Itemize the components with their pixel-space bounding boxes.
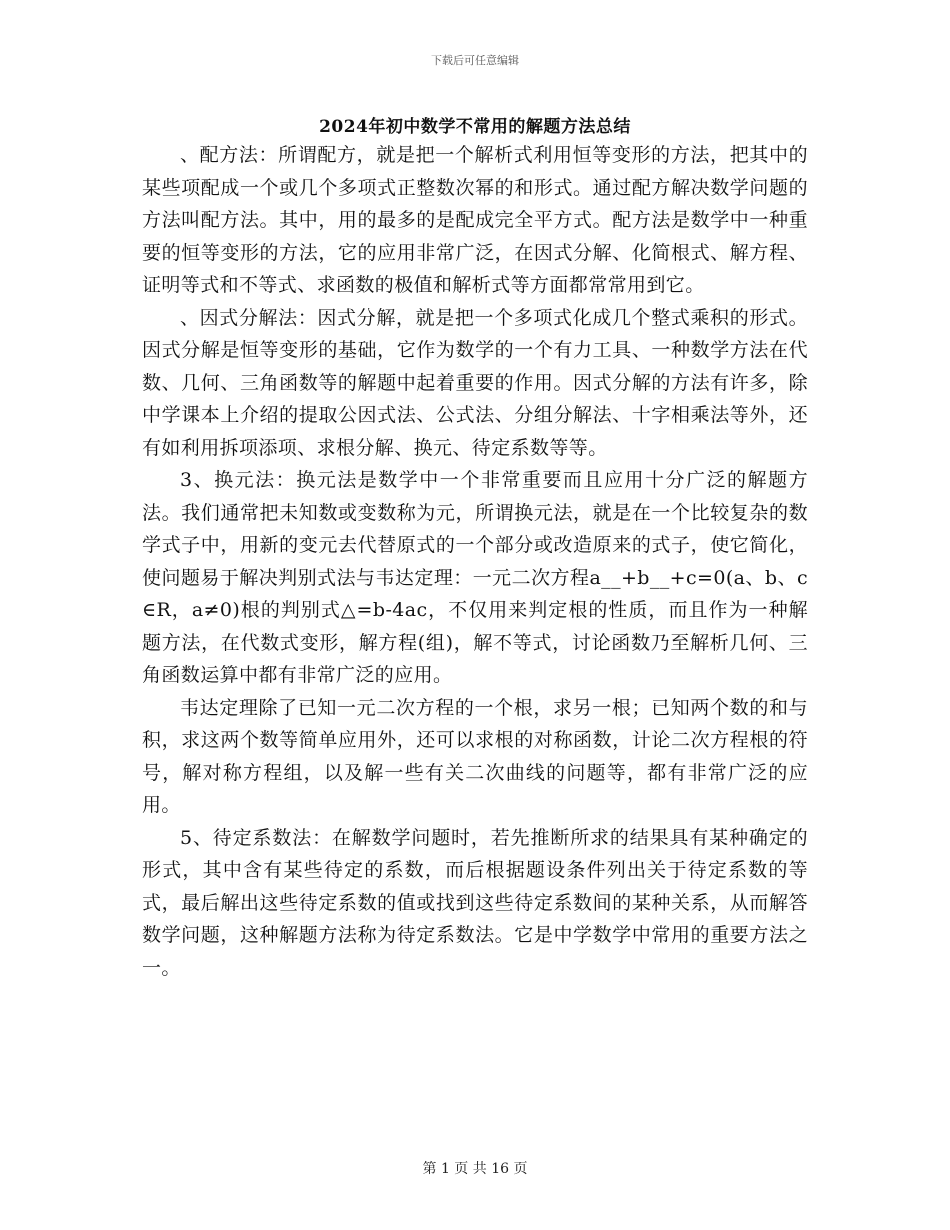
document-body (142, 139, 808, 984)
paragraph-vieta: 韦达定理除了已知一元二次方程的一个根，求另一根；已知两个数的和与积，求这两个数等简单应用外，还可以求根的对称函数，计论二次方程根的符号，解对称方程组，以及解一些有关二次曲线的问题等，都有非常广泛的应用。 (142, 696, 808, 816)
paragraph-undetermined-coefficients: 5、待定系数法：在解数学问题时，若先推断所求的结果具有某种确定的形式，其中含有某些待定的系数，而后根据题设条件列出关于待定系数的等式，最后解出这些待定系数的值或找到这些待定系数间的某种关系，从而解答数学问题，这种解题方法称为待定系数法。它是中学数学中常用的重要方法之一。 (142, 826, 808, 979)
document-title: 2024年初中数学不常用的解题方法总结 (319, 117, 631, 137)
paragraph-factorization: 、因式分解法：因式分解，就是把一个多项式化成几个整式乘积的形式。因式分解是恒等变形的基础，它作为数学的一个有力工具、一种数学方法在代数、几何、三角函数等的解题中起着重要的作用。因式分解的方法有许多，除中学课本上介绍的提取公因式法、公式法、分组分解法、十字相乘法等外，还有如利用拆项添项、求根分解、换元、待定系数等等。 (142, 306, 808, 459)
header-note: 下载后可任意编辑 (431, 54, 519, 67)
paragraph-completing-square: 、配方法：所谓配方，就是把一个解析式利用恒等变形的方法，把其中的某些项配成一个或几个多项式正整数次幂的和形式。通过配方解决数学问题的方法叫配方法。其中，用的最多的是配成完全平方式。配方法是数学中一种重要的恒等变形的方法，它的应用非常广泛，在因式分解、化简根式、解方程、证明等式和不等式、求函数的极值和解析式等方面都常常用到它。 (142, 144, 808, 296)
page-number-footer: 第 1 页 共 16 页 (422, 1161, 528, 1177)
paragraph-substitution: 3、换元法：换元法是数学中一个非常重要而且应用十分广泛的解题方法。我们通常把未知数或变数称为元，所谓换元法，就是在一个比较复杂的数学式子中，用新的变元去代替原式的一个部分或改造原来的式子，使它简化，使问题易于解决判别式法与韦达定理：一元二次方程a__+b__+c=0(a、b、c∈R，a≠0)根的判别式△=b-4ac，不仅用来判定根的性质，而且作为一种解题方法，在代数式变形，解方程(组)，解不等式，讨论函数乃至解析几何、三角函数运算中都有非常广泛的应用。 (142, 469, 808, 686)
